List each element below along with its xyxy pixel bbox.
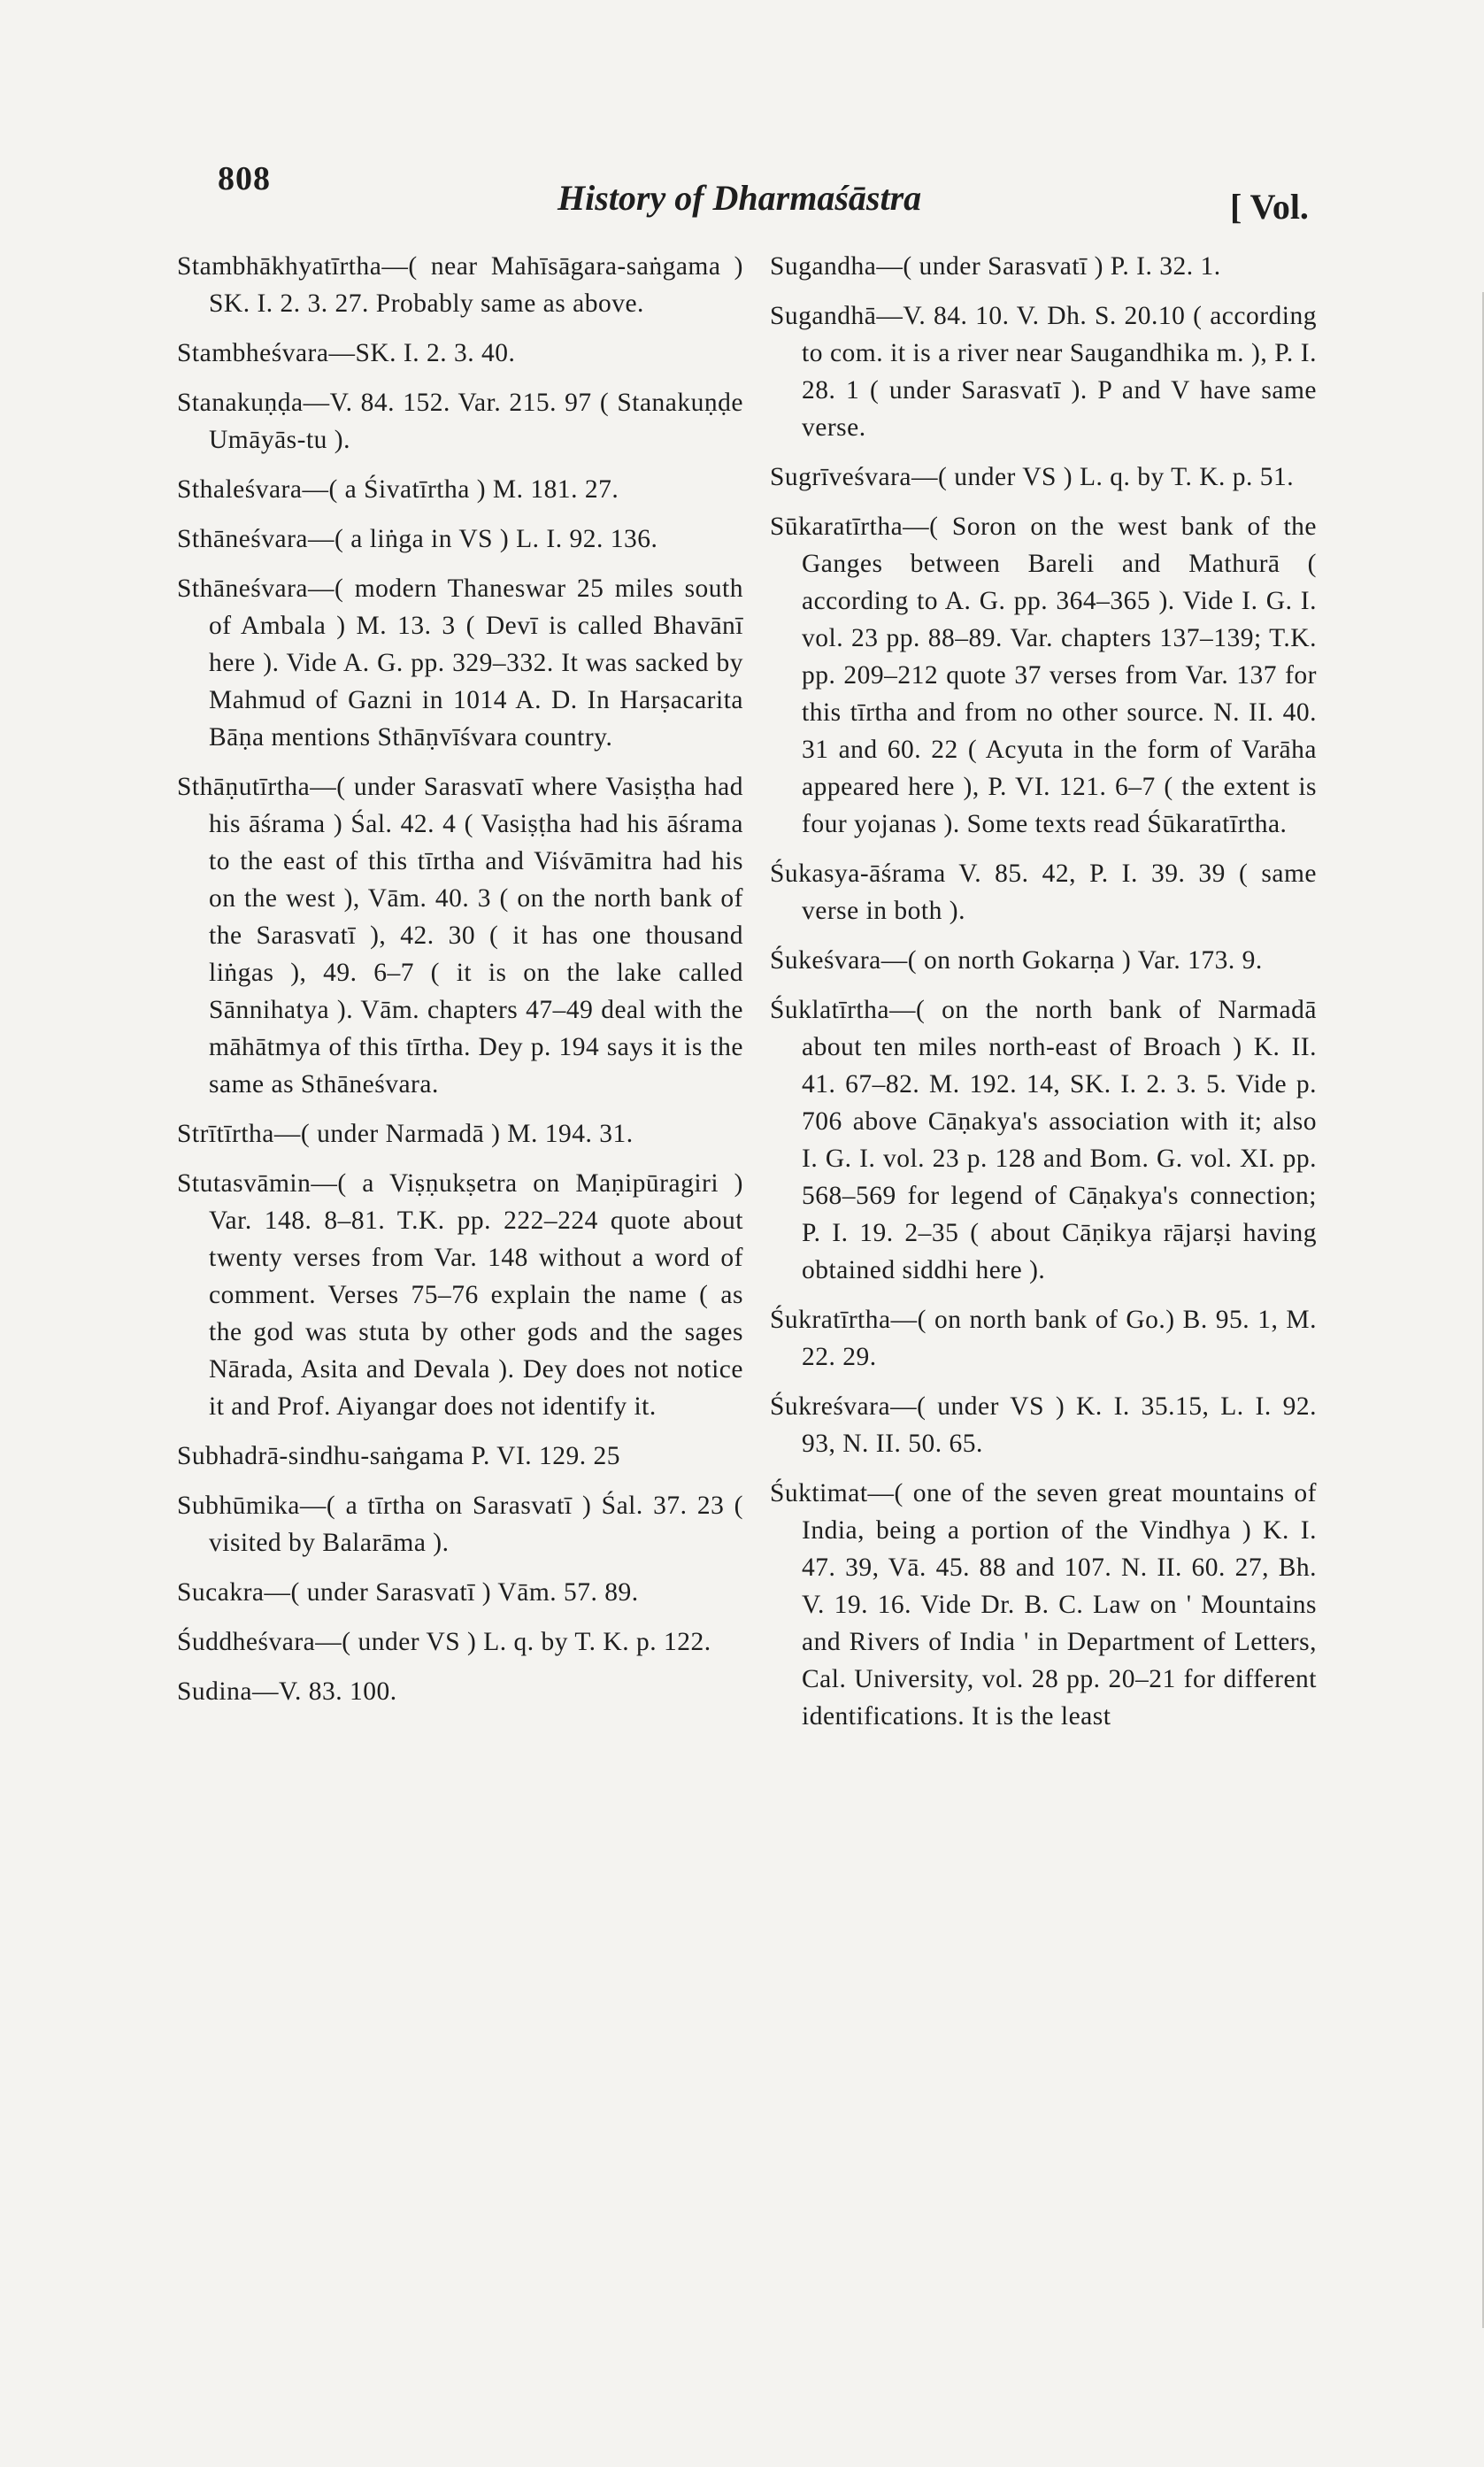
entry: Sthāṇutīrtha—( under Sarasvatī where Vasiṣṭha had his āśrama ) Śal. 42. 4 ( Vasiṣṭha had his āśrama to the east of this tīrtha and Viśvāmitra had his on the west ), Vām. 40. 3 ( on the north bank of the Sarasvatī ), 42. 30 ( it has one thousand liṅgas ), 49. 6–7 ( it is on the lake called Sānnihatya ). Vām. chapters 47–49 deal with the māhātmya of this tīrtha. Dey p. 194 says it is the same as Sthāneśvara. [177,773,743,1099]
entry: Stanakuṇḍa—V. 84. 152. Var. 215. 97 ( Stanakuṇḍe Umāyās-tu ). [177,389,743,454]
entry: Śuddheśvara—( under VS ) L. q. by T. K. p. 122. [177,1628,711,1656]
running-title: History of Dharmaśāstra [557,178,922,218]
left-column [177,248,743,1723]
entry: Stambhākhyatīrtha—( near Mahīsāgara-saṅgama ) SK. I. 2. 3. 27. Probably same as above. [177,252,743,318]
entry: Sugrīveśvara—( under VS ) L. q. by T. K. p. 51. [770,463,1295,491]
volume-label: [ Vol. [1230,187,1309,227]
entry: Śukreśvara—( under VS ) K. I. 35.15, L. I. 92. 93, N. II. 50. 65. [770,1392,1317,1458]
entry: Sthāneśvara—( a liṅga in VS ) L. I. 92. 136. [177,525,658,553]
entry: Śuklatīrtha—( on the north bank of Narmadā about ten miles north-east of Broach ) K. II. 41. 67–82. M. 192. 14, SK. I. 2. 3. 5. Vide p. 706 above Cāṇakya's association with it; also I. G. I. vol. 23 p. 128 and Bom. G. vol. XI. pp. 568–569 for legend of Cāṇakya's connection; P. I. 19. 2–35 ( about Cāṇikya rājarṣi having obtained siddhi here ). [770,996,1317,1284]
entry: Strītīrtha—( under Narmadā ) M. 194. 31. [177,1120,634,1148]
entry: Stambheśvara—SK. I. 2. 3. 40. [177,339,516,367]
entry: Sūkaratīrtha—( Soron on the west bank of the Ganges between Bareli and Mathurā ( according to A. G. pp. 364–365 ). Vide I. G. I. vol. 23 pp. 88–89. Var. chapters 137–139; T.K. pp. 209–212 quote 37 verses from Var. 137 for this tīrtha and from no other source. N. II. 40. 31 and 60. 22 ( Acyuta in the form of Varāha appeared here ), P. VI. 121. 6–7 ( the extent is four yojanas ). Some texts read Śūkaratīrtha. [770,513,1317,838]
entry: Sucakra—( under Sarasvatī ) Vām. 57. 89. [177,1578,639,1607]
page-number: 808 [218,160,271,197]
entry: Stutasvāmin—( a Viṣṇukṣetra on Maṇipūragiri ) Var. 148. 8–81. T.K. pp. 222–224 quote about twenty verses from Var. 148 without a word of comment. Verses 75–76 explain the name ( as the god was stuta by other gods and the sages Nārada, Asita and Devala ). Dey does not notice it and Prof. Aiyangar does not identify it. [177,1169,743,1421]
entry: Sudina—V. 83. 100. [177,1677,397,1706]
entry: Sugandha—( under Sarasvatī ) P. I. 32. 1. [770,252,1221,281]
entry: Śukeśvara—( on north Gokarṇa ) Var. 173. 9. [770,946,1263,975]
entry: Śukasya-āśrama V. 85. 42, P. I. 39. 39 ( same verse in both ). [770,860,1317,925]
entry: Sthaleśvara—( a Śivatīrtha ) M. 181. 27. [177,475,619,504]
entry: Subhadrā-sindhu-saṅgama P. VI. 129. 25 [177,1442,621,1470]
right-column [770,248,1317,1747]
entry: Subhūmika—( a tīrtha on Sarasvatī ) Śal. 37. 23 ( visited by Balarāma ). [177,1492,743,1557]
entry: Śukratīrtha—( on north bank of Go.) B. 95. 1, M. 22. 29. [770,1306,1317,1371]
entry: Śuktimat—( one of the seven great mountains of India, being a portion of the Vindhya ) K. I. 47. 39, Vā. 45. 88 and 107. N. II. 60. 27, Bh. V. 19. 16. Vide Dr. B. C. Law on ' Mountains and Rivers of India ' in Department of Letters, Cal. University, vol. 28 pp. 20–21 for different identifications. It is the least [770,1479,1317,1731]
entry: Sugandhā—V. 84. 10. V. Dh. S. 20.10 ( according to com. it is a river near Saugandhika m. ), P. I. 28. 1 ( under Sarasvatī ). P and V have same verse. [770,302,1317,442]
entry: Sthāneśvara—( modern Thaneswar 25 miles south of Ambala ) M. 13. 3 ( Devī is called Bhavānī here ). Vide A. G. pp. 329–332. It was sacked by Mahmud of Gazni in 1014 A. D. In Harṣacarita Bāṇa mentions Sthāṇvīśvara country. [177,574,743,752]
